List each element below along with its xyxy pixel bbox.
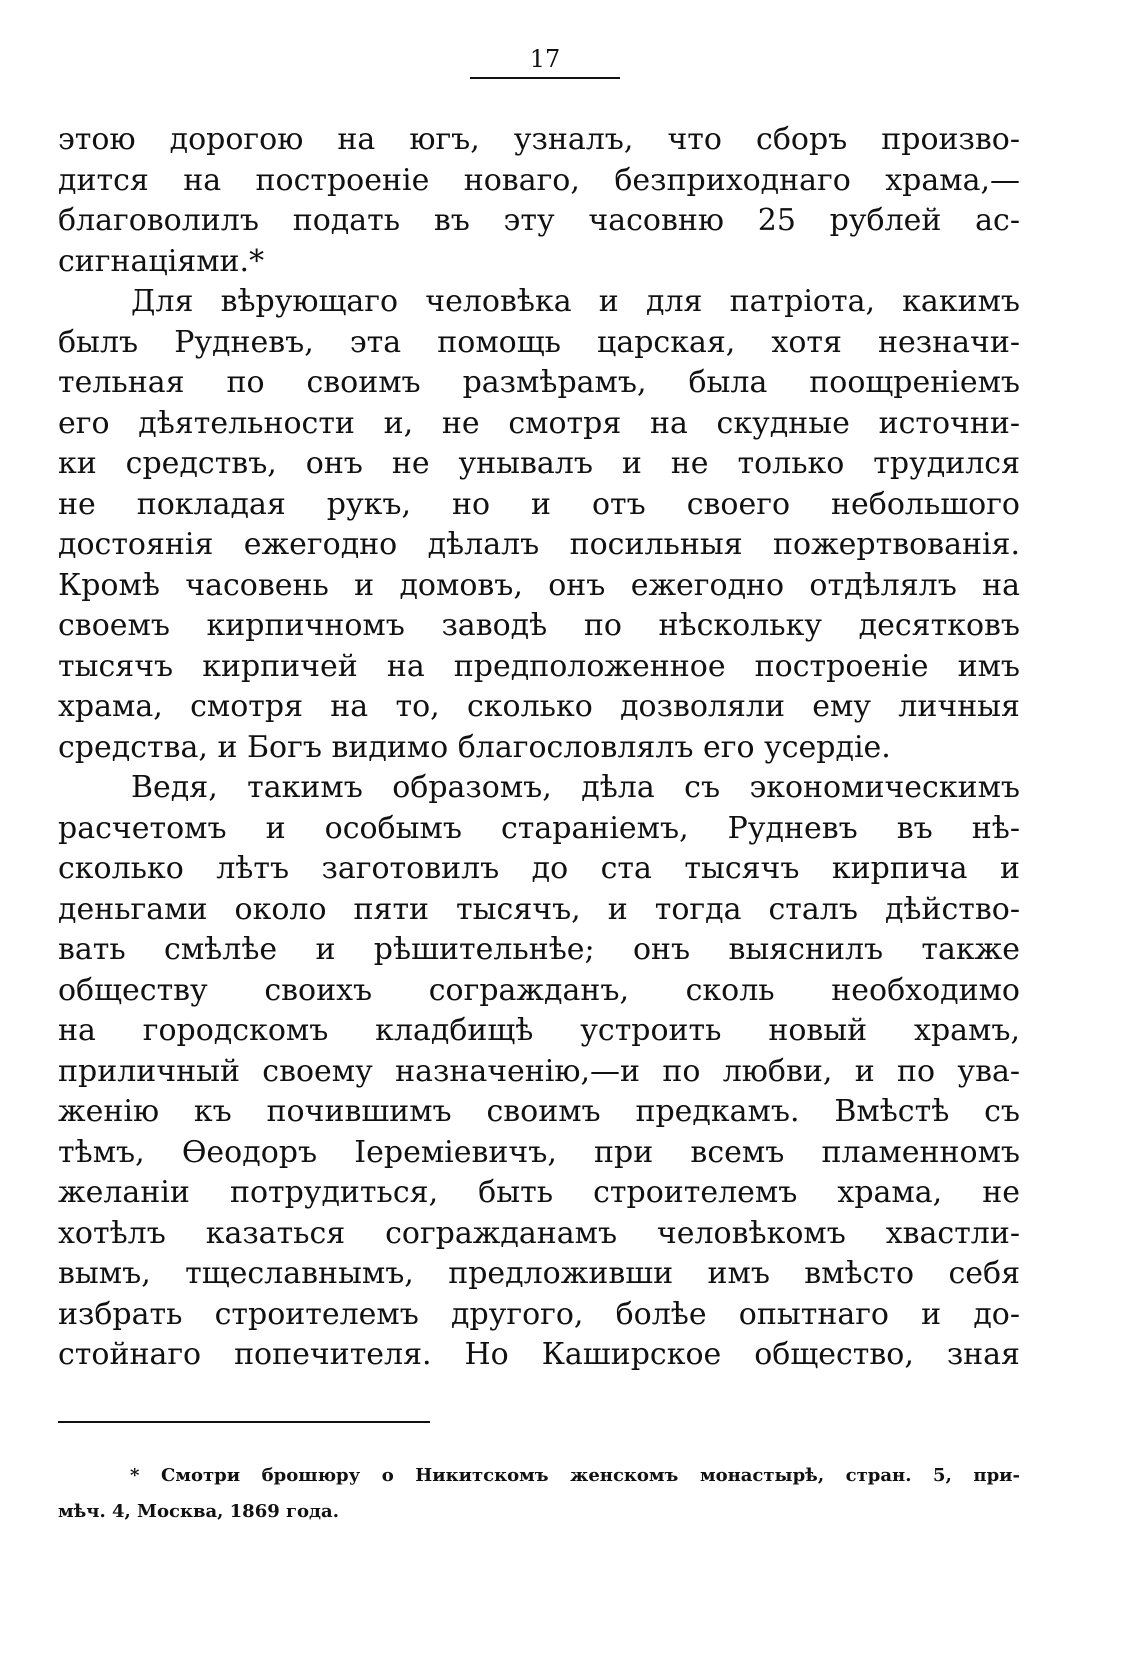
page-number-rule bbox=[470, 77, 620, 79]
body-text bbox=[58, 120, 1020, 1376]
text-line: дится на построеніе новаго, безприходнаго храма,— bbox=[58, 162, 1020, 198]
paragraph-first-line: Для вѣрующаго человѣка и для патріота, какимъ bbox=[131, 284, 1020, 319]
text-line: сигнаціями.* bbox=[58, 243, 265, 279]
text-line: женію къ почившимъ своимъ предкамъ. Вмѣстѣ съ bbox=[58, 1094, 1020, 1129]
text-line: благоволилъ подать въ эту часовню 25 рублей ас- bbox=[58, 203, 1020, 238]
text-line: своемъ кирпичномъ заводѣ по нѣскольку десятковъ bbox=[58, 608, 1020, 643]
text-line: избрать строителемъ другого, болѣе опытнаго и до- bbox=[58, 1296, 1020, 1332]
text-line: приличный своему назначенію,—и по любви, и по ува- bbox=[58, 1053, 1020, 1089]
text-line: тельная по своимъ размѣрамъ, была поощреніемъ bbox=[58, 365, 1020, 400]
text-line: на городскомъ кладбищѣ устроить новый храмъ, bbox=[58, 1013, 1020, 1048]
text-line: вымъ, тщеславнымъ, предложивши имъ вмѣсто себя bbox=[58, 1256, 1020, 1291]
footnote-rule bbox=[58, 1421, 430, 1423]
text-line: сколько лѣтъ заготовилъ до ста тысячъ кирпича и bbox=[58, 851, 1020, 886]
text-line: стойнаго попечителя. Но Каширское общество, зная bbox=[58, 1337, 1020, 1372]
text-line: расчетомъ и особымъ стараніемъ, Рудневъ въ нѣ- bbox=[58, 810, 1020, 846]
footnote-line: * Смотри брошюру о Никитскомъ женскомъ монастырѣ, стран. 5, при- bbox=[130, 1465, 1020, 1486]
text-line: этою дорогою на югъ, узналъ, что сборъ произво- bbox=[58, 122, 1020, 157]
text-line: тѣмъ, Ѳеодоръ Іереміевичъ, при всемъ пламенномъ bbox=[58, 1134, 1020, 1170]
text-line: храма, смотря на то, сколько дозволяли ему личныя bbox=[58, 689, 1020, 724]
text-line: желаніи потрудиться, быть строителемъ храма, не bbox=[58, 1175, 1020, 1210]
footnote-line: мѣч. 4, Москва, 1869 года. bbox=[58, 1501, 339, 1522]
text-line: обществу своихъ согражданъ, сколь необходимо bbox=[58, 972, 1020, 1008]
text-line: былъ Рудневъ, эта помощь царская, хотя незначи- bbox=[58, 324, 1020, 360]
text-line: Кромѣ часовень и домовъ, онъ ежегодно отдѣлялъ на bbox=[58, 567, 1020, 603]
footnote bbox=[58, 1458, 1020, 1530]
text-line: не покладая рукъ, но и отъ своего небольшого bbox=[58, 486, 1020, 522]
text-line: вать смѣлѣе и рѣшительнѣе; онъ выяснилъ также bbox=[58, 932, 1020, 967]
text-line: хотѣлъ казаться согражданамъ человѣкомъ хвастли- bbox=[58, 1215, 1020, 1251]
paragraph-first-line: Ведя, такимъ образомъ, дѣла съ экономическимъ bbox=[131, 770, 1020, 805]
text-line: ки средствъ, онъ не унывалъ и не только трудился bbox=[58, 446, 1020, 481]
text-line: тысячъ кирпичей на предположенное построеніе имъ bbox=[58, 648, 1020, 684]
text-line: деньгами около пяти тысячъ, и тогда сталъ дѣйство- bbox=[58, 891, 1020, 927]
text-line: достоянія ежегодно дѣлалъ посильныя пожертвованія. bbox=[58, 527, 1020, 562]
text-line: его дѣятельности и, не смотря на скудные источни- bbox=[58, 405, 1020, 441]
text-line: средства, и Богъ видимо благословлялъ его усердіе. bbox=[58, 729, 891, 765]
page-number: 17 bbox=[529, 45, 561, 73]
